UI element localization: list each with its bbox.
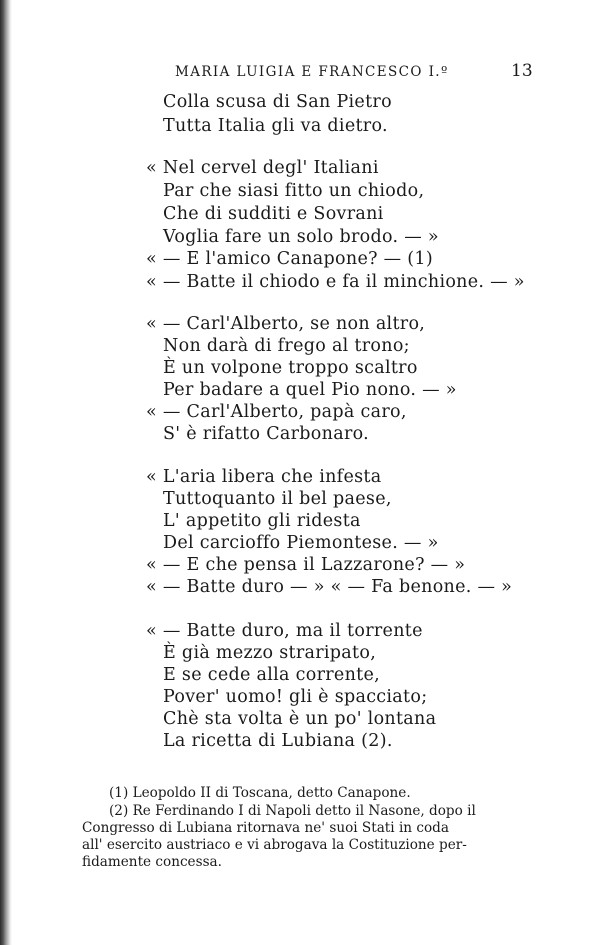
verse-line: « Nel cervel degl' Italiani [146,158,379,178]
running-title: MARIA LUIGIA E FRANCESCO I.º [175,64,449,80]
verse-line: Chè sta volta è un po' lontana [163,709,437,729]
footnote-2-continued: all' esercito austriaco e vi abrogava la Costituzione per- [82,837,467,853]
verse-line: « — E l'amico Canapone? — (1) [146,249,433,269]
verse-line: E se cede alla corrente, [163,665,380,685]
verse-line: « — Batte duro, ma il torrente [146,621,423,641]
verse-line: Per badare a quel Pio nono. — » [163,380,457,400]
verse-line: È già mezzo straripato, [163,643,377,663]
verse-line: « — Carl'Alberto, papà caro, [146,402,407,422]
verse-line: Par che siasi fitto un chiodo, [163,181,425,201]
verse-line: « — E che pensa il Lazzarone? — » [146,555,466,575]
verse-line: « — Batte duro — » « — Fa benone. — » [146,577,513,597]
verse-line: Che di sudditi e Sovrani [163,204,384,224]
verse-line: Colla scusa di San Pietro [163,92,392,112]
verse-line: Voglia fare un solo brodo. — » [163,227,439,247]
binding-edge [0,0,12,945]
verse-line: « — Carl'Alberto, se non altro, [146,314,426,334]
footnote-2-continued: fidamente concessa. [82,854,222,870]
verse-line: Tutta Italia gli va dietro. [163,116,388,136]
verse-line: « L'aria libera che infesta [146,467,382,487]
footnote-1: (1) Leopoldo II di Toscana, detto Canapone. [109,785,411,801]
verse-line: « — Batte il chiodo e fa il minchione. — » [146,272,525,292]
verse-line: L' appetito gli ridesta [163,511,361,531]
verse-line: Tuttoquanto il bel paese, [163,489,392,509]
verse-line: Pover' uomo! gli è spacciato; [163,687,428,707]
footnote-2-continued: Congresso di Lubiana ritornava ne' suoi Stati in coda [82,820,449,836]
verse-line: S' è rifatto Carbonaro. [163,424,370,444]
verse-line: Non darà di frego al trono; [163,336,410,356]
verse-line: Del carcioffo Piemontese. — » [163,533,439,553]
footnote-2: (2) Re Ferdinando I di Napoli detto il Nasone, dopo il [109,803,476,819]
verse-line: È un volpone troppo scaltro [163,358,418,378]
verse-line: La ricetta di Lubiana (2). [163,731,393,751]
page-number: 13 [511,61,533,81]
